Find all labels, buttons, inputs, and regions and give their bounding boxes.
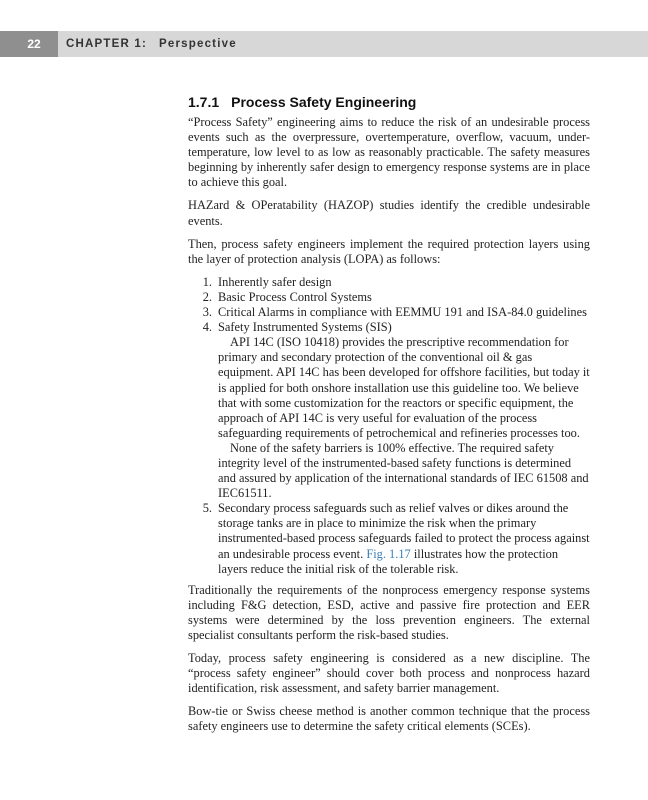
chapter-number: CHAPTER 1: [66, 38, 148, 50]
list-item-text: Inherently safer design [218, 274, 332, 289]
paragraph: Traditionally the requirements of the nonprocess emergency response systems including F&G detection, ESD, active and passive fire protection and EER systems were determined by the loss prevention engineers. The external specialist consultants perform the risk-based studies. [188, 582, 590, 642]
list-item [188, 501, 590, 576]
list-item-text: illustrates how the protection layers reduce the initial risk of the tolerable risk. [218, 546, 559, 576]
chapter-title: Perspective [159, 38, 237, 50]
paragraph: “Process Safety” engineering aims to reduce the risk of an undesirable process events such as the overpressure, overtemperature, overflow, vacuum, under-temperature, low level to as low as reasonably practicable. The safety measures beginning by inherently safer design to emergency response systems are in place to achieve this goal. [188, 115, 590, 190]
section-number: 1.7.1 [188, 94, 220, 110]
section-title: Process Safety Engineering [231, 94, 417, 110]
page-body [188, 93, 590, 743]
page-number: 22 [0, 31, 58, 57]
sub-paragraph: API 14C (ISO 10418) provides the prescriptive recommendation for primary and secondary protection of the conventional oil & gas equipment. API 14C has been developed for offshore facilities, but today it is applied for both onshore installation use this guideline too. We believe that with some customization for the reactors or specific equipment, the approach of API 14C is very useful for evaluation of the process safeguarding requirements of petrochemical and refineries processes too. [218, 335, 590, 440]
list-marker: 2. [202, 289, 212, 304]
paragraph: Bow-tie or Swiss cheese method is another common technique that the process safety engineers use to determine the safety critical elements (SCEs). [188, 704, 590, 734]
sub-paragraph: None of the safety barriers is 100% effective. The required safety integrity level of the instrumented-based safety functions is determined and assured by application of the international standards of IEC 61508 and IEC61511. [218, 440, 589, 501]
protection-layers-list [188, 275, 590, 577]
figure-link[interactable]: Fig. 1.17 [366, 546, 411, 561]
list-item [188, 290, 590, 305]
list-marker: 4. [202, 320, 212, 335]
paragraph: Then, process safety engineers implement the required protection layers using the layer of protection analysis (LOPA) as follows: [188, 236, 590, 266]
list-item-text: Secondary process safeguards such as relief valves or dikes around the storage tanks are in place to minimize the risk when the primary instrumented-based process safeguards failed to protect the process against an undesirable process event. [218, 501, 590, 561]
paragraph: Today, process safety engineering is considered as a new discipline. The “process safety engineer” should cover both process and nonprocess hazard identification, risk assessment, and safety barrier management. [188, 651, 590, 696]
list-item [188, 275, 590, 290]
running-header [0, 31, 648, 57]
list-marker: 3. [202, 305, 212, 320]
paragraph: HAZard & OPeratability (HAZOP) studies identify the credible undesirable events. [188, 198, 590, 228]
list-marker: 5. [202, 501, 212, 516]
list-item [188, 305, 590, 320]
list-marker: 1. [202, 274, 212, 289]
chapter-label [66, 31, 237, 57]
list-item [188, 320, 590, 501]
list-item-text: Safety Instrumented Systems (SIS) [218, 320, 392, 335]
section-heading [188, 93, 590, 111]
list-item-text: Critical Alarms in compliance with EEMMU 191 and ISA-84.0 guidelines [218, 305, 587, 320]
list-item-text: Basic Process Control Systems [218, 289, 372, 304]
